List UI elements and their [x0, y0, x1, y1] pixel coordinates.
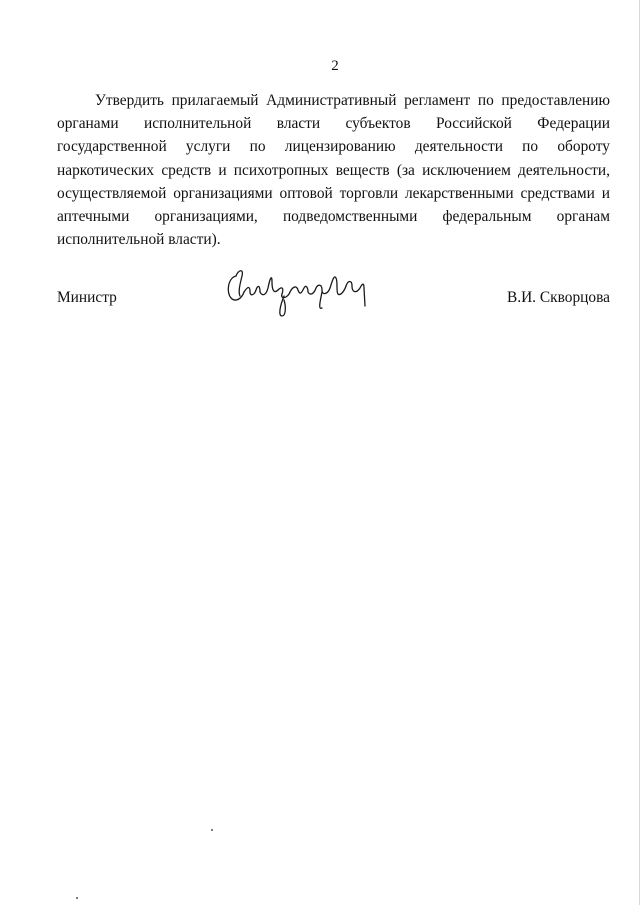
signature-block	[57, 262, 610, 332]
signatory-position: Министр	[57, 289, 117, 306]
signatory-name: В.И. Скворцова	[506, 289, 610, 306]
page-number: 2	[331, 58, 339, 74]
body-paragraph: Утвердить прилагаемый Административный регламент по предоставлению органами исполнительной власти субъектов Российской Федерации государственной услуги по лицензированию деятельности по обороту наркотических средств и психотропных веществ (за исключением деятельности, осуществляемой организациями оптовой торговли лекарственными средствами и аптечными организациями, подведомственными федеральным органам исполнительной власти).	[57, 92, 610, 249]
scan-speck	[211, 829, 213, 831]
handwritten-signature-icon	[222, 262, 382, 322]
scan-speck	[76, 897, 78, 899]
